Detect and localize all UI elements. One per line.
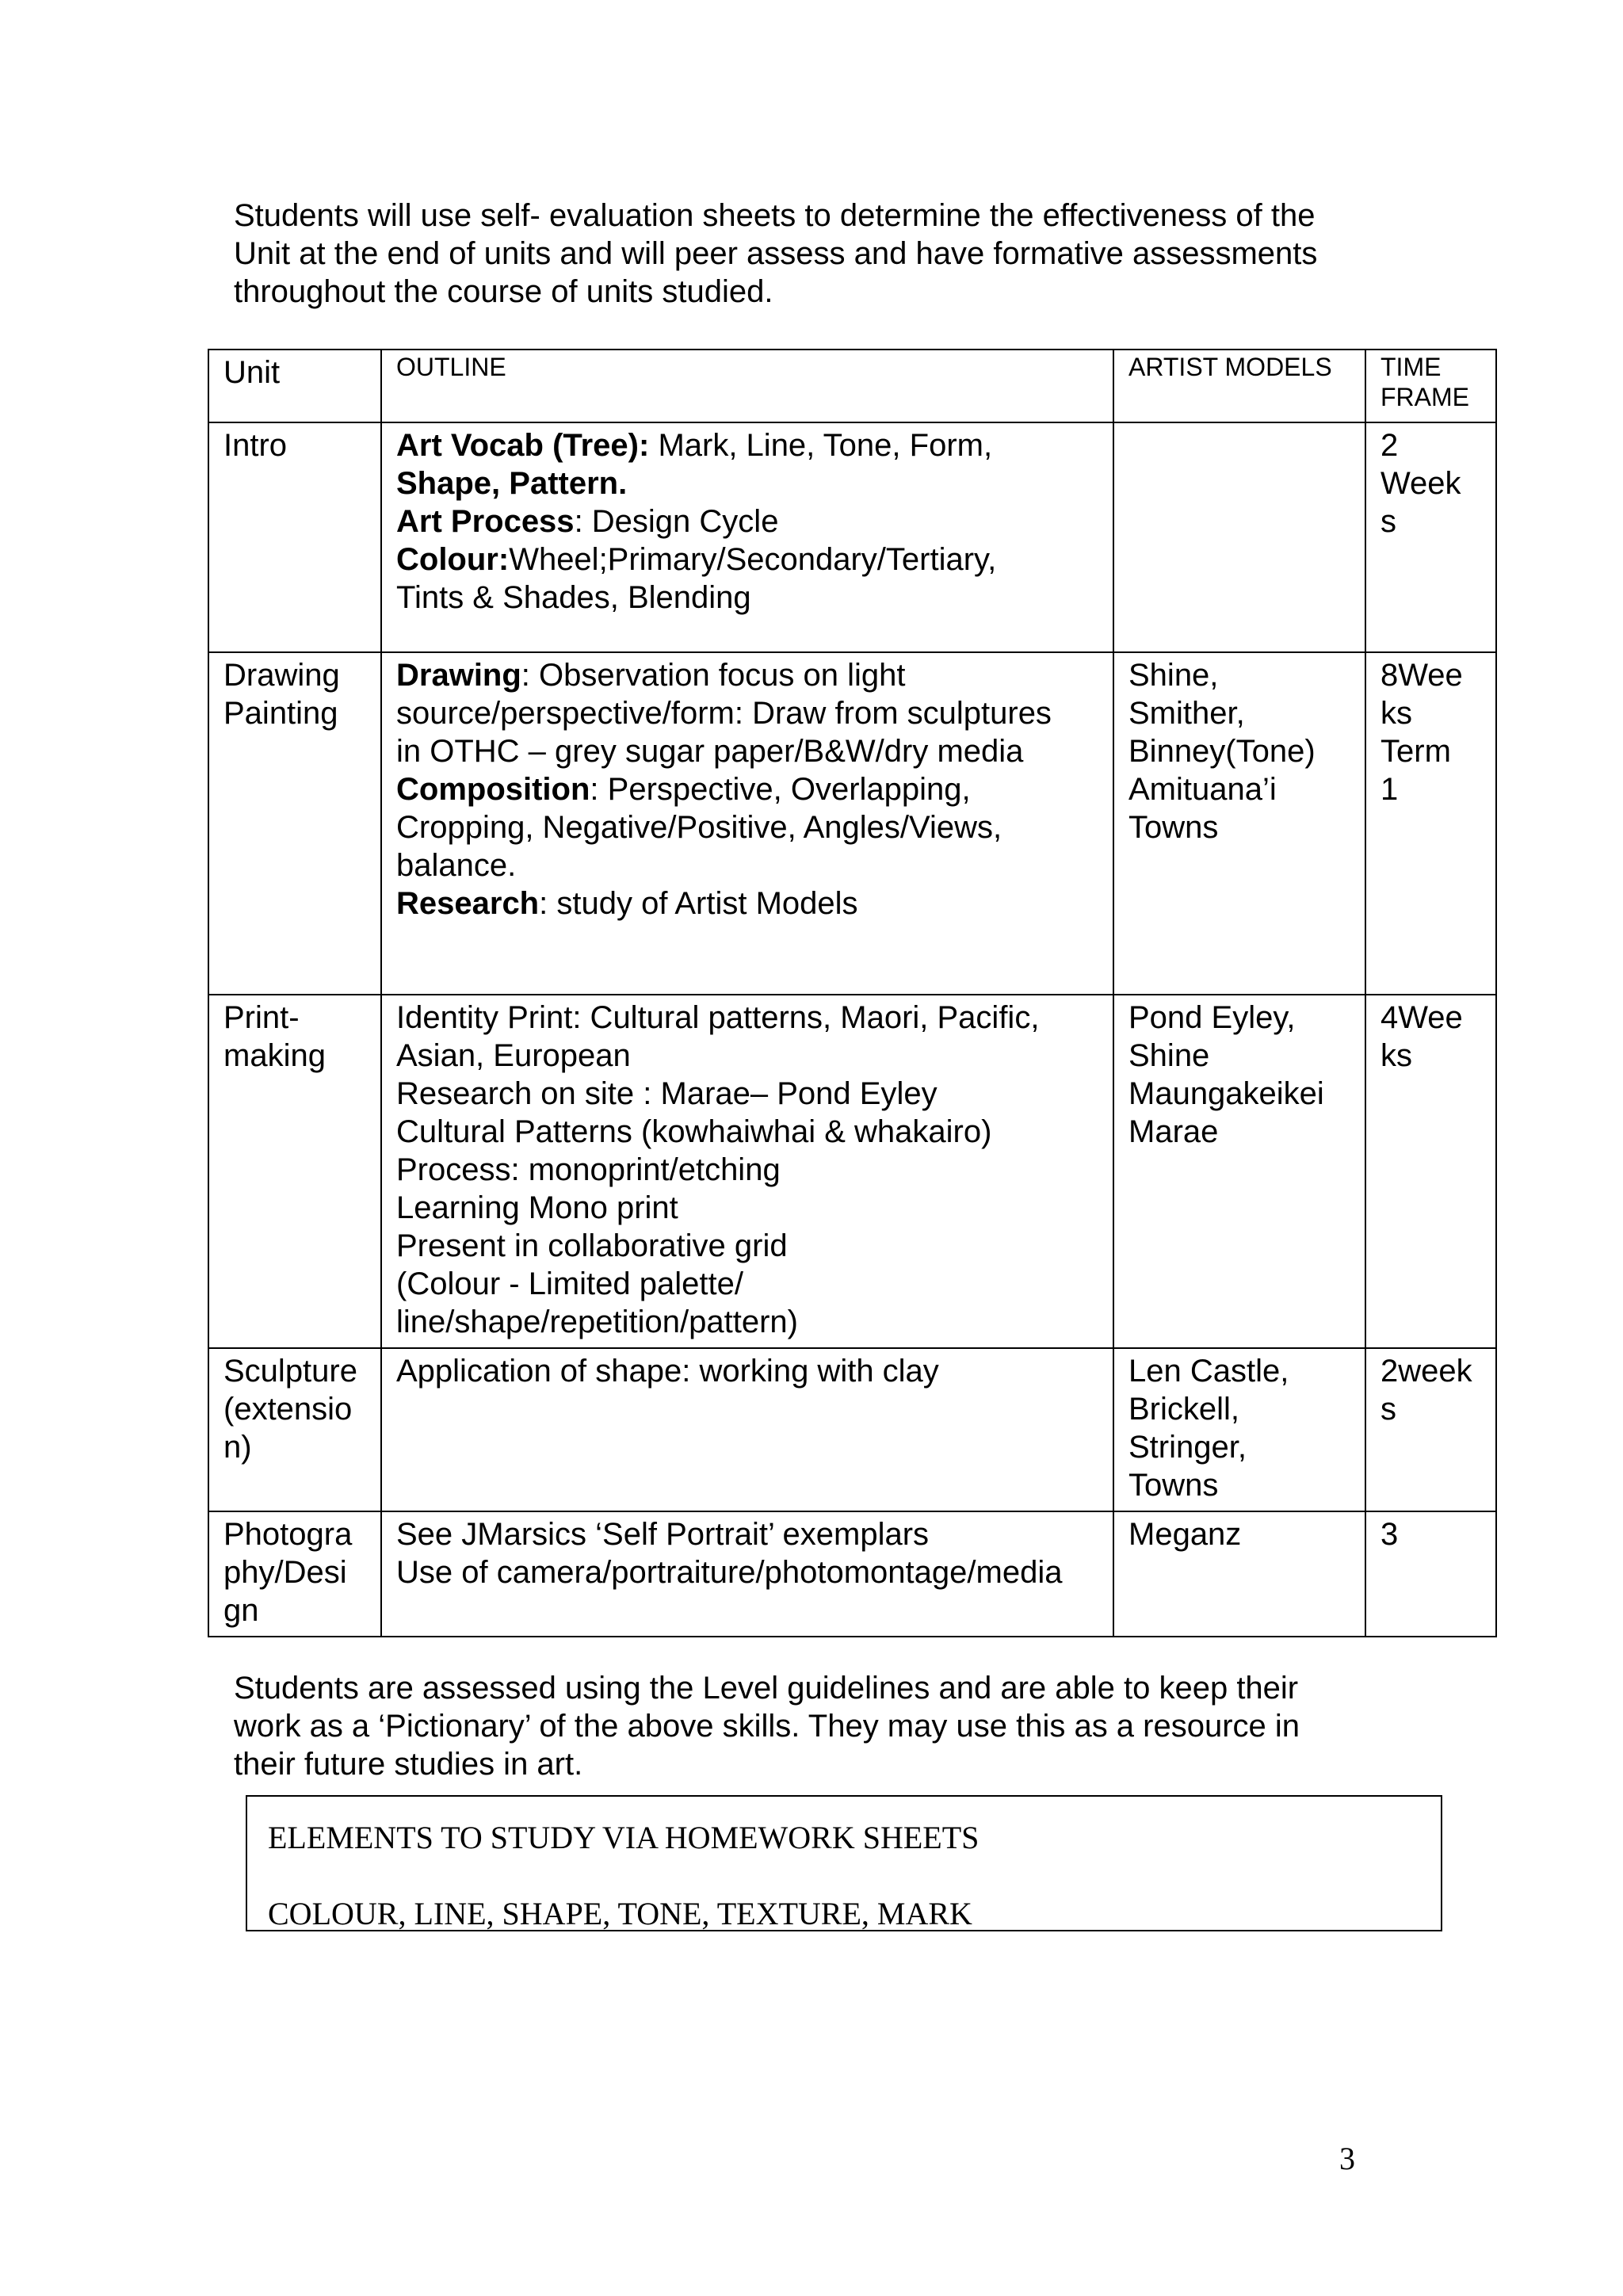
table-row bbox=[208, 652, 1496, 995]
artist-models-cell bbox=[1113, 995, 1365, 1348]
table-row bbox=[208, 1348, 1496, 1511]
outline-text: balance. bbox=[396, 848, 517, 883]
outline-line bbox=[396, 1189, 1098, 1227]
unit-line: n) bbox=[223, 1430, 252, 1465]
time-frame-cell bbox=[1365, 1348, 1496, 1511]
time-frame-cell bbox=[1365, 422, 1496, 652]
artist-models-cell bbox=[1113, 1511, 1365, 1637]
outline-text: in OTHC – grey sugar paper/B&W/dry media bbox=[396, 734, 1024, 769]
time-frame-line: Week bbox=[1381, 466, 1461, 501]
header-unit: Unit bbox=[208, 350, 381, 422]
header-time-frame-line: FRAME bbox=[1381, 383, 1469, 411]
time-frame-line: 3 bbox=[1381, 1517, 1399, 1552]
unit-line: Drawing bbox=[223, 658, 340, 693]
outline-bold-term: Colour: bbox=[396, 542, 510, 577]
outline-text: Process: monoprint/etching bbox=[396, 1152, 781, 1187]
units-table bbox=[208, 349, 1497, 1637]
unit-line: Sculpture bbox=[223, 1354, 357, 1389]
unit-line: gn bbox=[223, 1593, 259, 1628]
unit-line: Print- bbox=[223, 1000, 300, 1035]
outline-text: : Observation focus on light bbox=[521, 658, 906, 693]
outline-line bbox=[396, 999, 1098, 1037]
outline-line bbox=[396, 1151, 1098, 1189]
outline-line bbox=[396, 426, 1098, 464]
time-frame-cell bbox=[1365, 1511, 1496, 1637]
outline-text: source/perspective/form: Draw from sculptures bbox=[396, 696, 1052, 731]
intro-line: throughout the course of units studied. bbox=[234, 274, 773, 309]
outline-text: (Colour - Limited palette/ bbox=[396, 1266, 743, 1301]
outline-text: : Design Cycle bbox=[574, 504, 779, 539]
outline-line bbox=[396, 1075, 1098, 1113]
unit-cell bbox=[208, 652, 381, 995]
elements-box bbox=[246, 1795, 1442, 1931]
outline-text: Cultural Patterns (kowhaiwhai & whakairo) bbox=[396, 1114, 992, 1149]
outro-line: Students are assessed using the Level guidelines and are able to keep their bbox=[234, 1671, 1299, 1706]
artist-line: Marae bbox=[1128, 1114, 1219, 1149]
outline-line bbox=[396, 656, 1098, 694]
intro-line: Students will use self- evaluation sheets to determine the effectiveness of the bbox=[234, 198, 1316, 233]
time-frame-line: 4Wee bbox=[1381, 1000, 1463, 1035]
outline-line bbox=[396, 579, 1098, 617]
outline-text: line/shape/repetition/pattern) bbox=[396, 1305, 798, 1339]
time-frame-line: 1 bbox=[1381, 772, 1399, 807]
table-header-row bbox=[208, 350, 1496, 422]
outline-line bbox=[396, 808, 1098, 846]
outline-text: Asian, European bbox=[396, 1038, 631, 1073]
outline-line bbox=[396, 846, 1098, 884]
outline-text: Application of shape: working with clay bbox=[396, 1354, 939, 1389]
time-frame-cell bbox=[1365, 652, 1496, 995]
outline-cell bbox=[381, 422, 1113, 652]
intro-line: Unit at the end of units and will peer assess and have formative assessments bbox=[234, 236, 1318, 271]
artist-line: Meganz bbox=[1128, 1517, 1242, 1552]
header-time-frame-line: TIME bbox=[1381, 353, 1442, 381]
outline-bold-term: Drawing bbox=[396, 658, 521, 693]
time-frame-line: ks bbox=[1381, 1038, 1412, 1073]
outline-text: Present in collaborative grid bbox=[396, 1228, 788, 1263]
time-frame-line: 8Wee bbox=[1381, 658, 1463, 693]
artist-line: Shine bbox=[1128, 1038, 1210, 1073]
elements-box-title: ELEMENTS TO STUDY VIA HOMEWORK SHEETS bbox=[268, 1820, 980, 1855]
time-frame-cell bbox=[1365, 995, 1496, 1348]
table-row bbox=[208, 422, 1496, 652]
artist-line: Stringer, bbox=[1128, 1430, 1247, 1465]
unit-line: Photogra bbox=[223, 1517, 353, 1552]
unit-cell bbox=[208, 995, 381, 1348]
table-row bbox=[208, 995, 1496, 1348]
outline-text: Cropping, Negative/Positive, Angles/Views, bbox=[396, 810, 1002, 845]
time-frame-line: ks bbox=[1381, 696, 1412, 731]
outline-line bbox=[396, 1037, 1098, 1075]
outline-text: Tints & Shades, Blending bbox=[396, 580, 751, 615]
artist-line: Len Castle, bbox=[1128, 1354, 1289, 1389]
outline-text: Use of camera/portraiture/photomontage/media bbox=[396, 1555, 1063, 1590]
artist-line: Towns bbox=[1128, 1468, 1219, 1503]
time-frame-line: 2 bbox=[1381, 428, 1399, 463]
outline-line bbox=[396, 770, 1098, 808]
artist-line: Brickell, bbox=[1128, 1392, 1240, 1427]
outline-text: : study of Artist Models bbox=[539, 886, 858, 921]
time-frame-line: 2week bbox=[1381, 1354, 1472, 1389]
artist-line: Binney(Tone) bbox=[1128, 734, 1316, 769]
outline-line bbox=[396, 1515, 1098, 1553]
outline-bold-term: Shape, Pattern. bbox=[396, 466, 628, 501]
outline-bold-term: Art Process bbox=[396, 504, 575, 539]
outline-bold-term: Composition bbox=[396, 772, 590, 807]
outline-cell bbox=[381, 652, 1113, 995]
outro-line: their future studies in art. bbox=[234, 1747, 583, 1782]
outline-line bbox=[396, 464, 1098, 502]
outline-line bbox=[396, 502, 1098, 541]
unit-cell bbox=[208, 1348, 381, 1511]
page-number: 3 bbox=[1339, 2141, 1355, 2176]
outline-text: Mark, Line, Tone, Form, bbox=[649, 428, 993, 463]
outline-line bbox=[396, 541, 1098, 579]
outline-line bbox=[396, 1352, 1098, 1390]
header-artist-models: ARTIST MODELS bbox=[1113, 350, 1365, 422]
outline-line bbox=[396, 1113, 1098, 1151]
outline-cell bbox=[381, 1348, 1113, 1511]
artist-line: Amituana’i bbox=[1128, 772, 1277, 807]
outline-text: Identity Print: Cultural patterns, Maori, Pacific, bbox=[396, 1000, 1040, 1035]
artist-line: Smither, bbox=[1128, 696, 1245, 731]
artist-line: Maungakeikei bbox=[1128, 1076, 1324, 1111]
unit-line: (extensio bbox=[223, 1392, 353, 1427]
unit-line: Painting bbox=[223, 696, 338, 731]
time-frame-line: Term bbox=[1381, 734, 1451, 769]
time-frame-line: s bbox=[1381, 1392, 1396, 1427]
artist-line: Towns bbox=[1128, 810, 1219, 845]
unit-cell bbox=[208, 422, 381, 652]
outline-text: Research on site : Marae– Pond Eyley bbox=[396, 1076, 938, 1111]
table-row bbox=[208, 1511, 1496, 1637]
artist-models-cell bbox=[1113, 422, 1365, 652]
artist-line: Pond Eyley, bbox=[1128, 1000, 1296, 1035]
header-outline: OUTLINE bbox=[381, 350, 1113, 422]
outline-line bbox=[396, 1303, 1098, 1341]
artist-models-cell bbox=[1113, 652, 1365, 995]
outline-line bbox=[396, 884, 1098, 923]
elements-box-items: COLOUR, LINE, SHAPE, TONE, TEXTURE, MARK bbox=[268, 1896, 972, 1931]
header-time-frame bbox=[1365, 350, 1496, 422]
outline-line bbox=[396, 732, 1098, 770]
outline-text: Learning Mono print bbox=[396, 1190, 678, 1225]
outline-text: Wheel;Primary/Secondary/Tertiary, bbox=[509, 542, 997, 577]
outline-line bbox=[396, 1553, 1098, 1591]
artist-line: Shine, bbox=[1128, 658, 1219, 693]
outline-line bbox=[396, 1265, 1098, 1303]
time-frame-line: s bbox=[1381, 504, 1396, 539]
outline-line bbox=[396, 694, 1098, 732]
outro-paragraph bbox=[234, 1669, 1375, 1783]
unit-line: Intro bbox=[223, 428, 288, 463]
outline-bold-term: Art Vocab (Tree): bbox=[396, 428, 650, 463]
unit-line: making bbox=[223, 1038, 326, 1073]
outline-bold-term: Research bbox=[396, 886, 540, 921]
outline-text: : Perspective, Overlapping, bbox=[590, 772, 971, 807]
outline-line bbox=[396, 1227, 1098, 1265]
intro-paragraph bbox=[234, 197, 1375, 311]
artist-models-cell bbox=[1113, 1348, 1365, 1511]
outline-cell bbox=[381, 1511, 1113, 1637]
outro-line: work as a ‘Pictionary’ of the above skills. They may use this as a resource in bbox=[234, 1709, 1300, 1744]
outline-cell bbox=[381, 995, 1113, 1348]
outline-text: See JMarsics ‘Self Portrait’ exemplars bbox=[396, 1517, 930, 1552]
unit-cell bbox=[208, 1511, 381, 1637]
unit-line: phy/Desi bbox=[223, 1555, 347, 1590]
